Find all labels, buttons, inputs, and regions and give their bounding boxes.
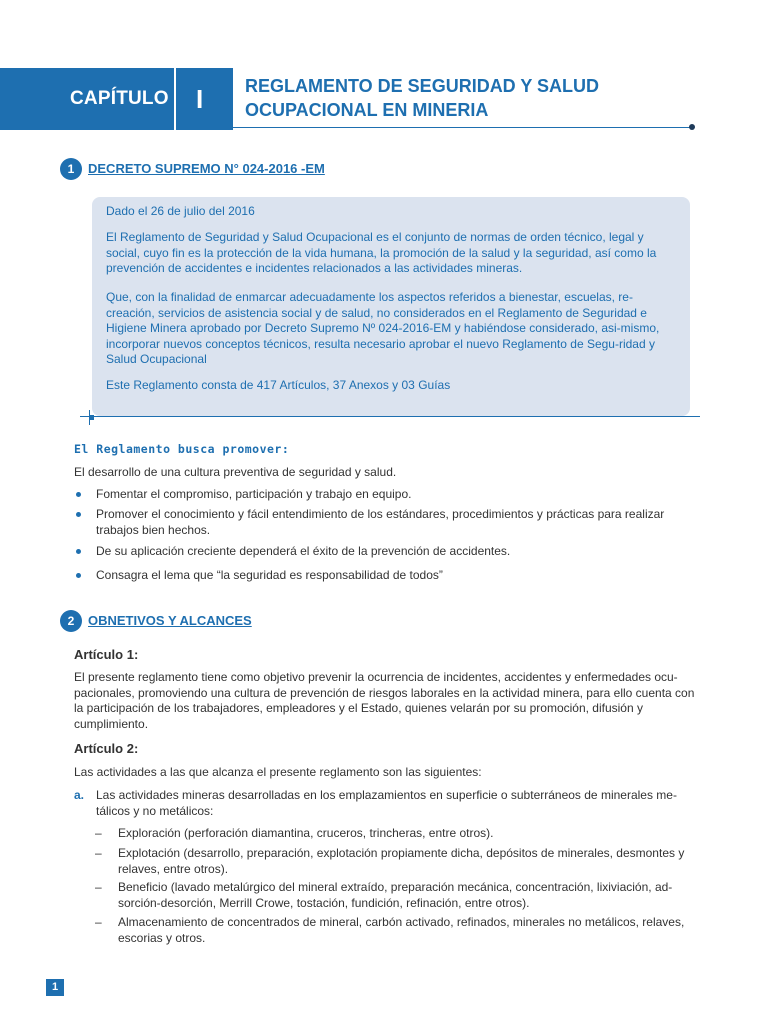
chapter-title-line1: REGLAMENTO DE SEGURIDAD Y SALUD (245, 76, 600, 96)
promote-heading: El Reglamento busca promover: (74, 442, 290, 456)
sub-list-item: Beneficio (lavado metalúrgico del mineral extraído, preparación mecánica, concentración, lixiviación, ad-sorción-desorción, Merrill Crowe, tostación, fundición, refinación, entre otros). (118, 880, 673, 910)
panel-corner-mark (89, 415, 94, 420)
bullet-icon (76, 512, 81, 517)
decree-summary: Este Reglamento consta de 417 Artículos, 37 Anexos y 03 Guías (106, 378, 451, 392)
section-number-badge: 1 (60, 158, 82, 180)
decree-paragraph: Que, con la finalidad de enmarcar adecuadamente los aspectos referidos a bienestar, escuelas, re-creación, servicios de asistencia social y de salud, no considerados en el Reglamento de Seguridad e Higiene Minera aprobado por Decreto Supremo Nº 024-2016-EM y habiéndose considerado, asi-mismo, incorporar nuevos conceptos técnicos, resulta necesario aprobar el nuevo Reglamento de Segu-ridad y Salud Ocupacional (106, 290, 660, 367)
title-underline-dot (689, 124, 695, 130)
section-title: DECRETO SUPREMO N° 024-2016 -EM (88, 161, 325, 176)
bullet-icon (76, 549, 81, 554)
chapter-title (245, 74, 685, 122)
list-item: Las actividades mineras desarrolladas en los emplazamientos en superficie o subterráneos de minerales me-tálicos y no metálicos: (96, 788, 677, 818)
bullet-item: De su aplicación creciente dependerá el éxito de la prevención de accidentes. (96, 544, 511, 558)
page-number: 1 (46, 979, 64, 996)
decree-date: Dado el 26 de julio del 2016 (106, 204, 255, 218)
article-heading: Artículo 1: (74, 647, 139, 662)
section-number-badge: 2 (60, 610, 82, 632)
promote-intro: El desarrollo de una cultura preventiva de seguridad y salud. (74, 465, 397, 479)
bullet-item: Fomentar el compromiso, participación y trabajo en equipo. (96, 487, 412, 501)
bullet-icon (76, 573, 81, 578)
panel-baseline (80, 416, 700, 417)
dash-marker: – (95, 880, 102, 894)
chapter-title-line2: OCUPACIONAL EN MINERIA (245, 100, 489, 120)
bullet-icon (76, 492, 81, 497)
dash-marker: – (95, 846, 102, 860)
bullet-item: Consagra el lema que “la seguridad es responsabilidad de todos” (96, 568, 443, 582)
dash-marker: – (95, 915, 102, 929)
dash-marker: – (95, 826, 102, 840)
list-marker: a. (74, 788, 85, 802)
sub-list-item: Explotación (desarrollo, preparación, explotación propiamente dicha, depósitos de minerales, desmontes y relaves, entre otros). (118, 846, 685, 876)
section-title: OBNETIVOS Y ALCANCES (88, 613, 252, 628)
sub-list-item: Exploración (perforación diamantina, cruceros, trincheras, entre otros). (118, 826, 494, 840)
article-text: El presente reglamento tiene como objetivo prevenir la ocurrencia de incidentes, accidentes y enfermedades ocu-pacionales, promoviendo una cultura de prevención de riesgos laborales en la actividad minera, para ello cuenta con la participación de los trabajadores, empleadores y el Estado, quienes velarán por su promoción, difusión y cumplimiento. (74, 670, 695, 731)
chapter-number: I (196, 84, 204, 114)
article-heading: Artículo 2: (74, 741, 139, 756)
decree-paragraph: El Reglamento de Seguridad y Salud Ocupacional es el conjunto de normas de orden técnico, legal y social, cuyo fin es la protección de la vida humana, la promoción de la salud y la seguridad, así como la prevención de accidentes e incidentes relacionados a las actividades mineras. (106, 230, 657, 276)
sub-list-item: Almacenamiento de concentrados de mineral, carbón activado, refinados, minerales no metálicos, relaves, escorias y otros. (118, 915, 685, 945)
bullet-item: Promover el conocimiento y fácil entendimiento de los estándares, procedimientos y prácticas para realizar trabajos bien hechos. (96, 507, 665, 537)
chapter-divider (174, 68, 176, 130)
title-underline (233, 127, 691, 128)
article-intro: Las actividades a las que alcanza el presente reglamento son las siguientes: (74, 765, 482, 779)
chapter-label: CAPÍTULO (70, 88, 169, 109)
